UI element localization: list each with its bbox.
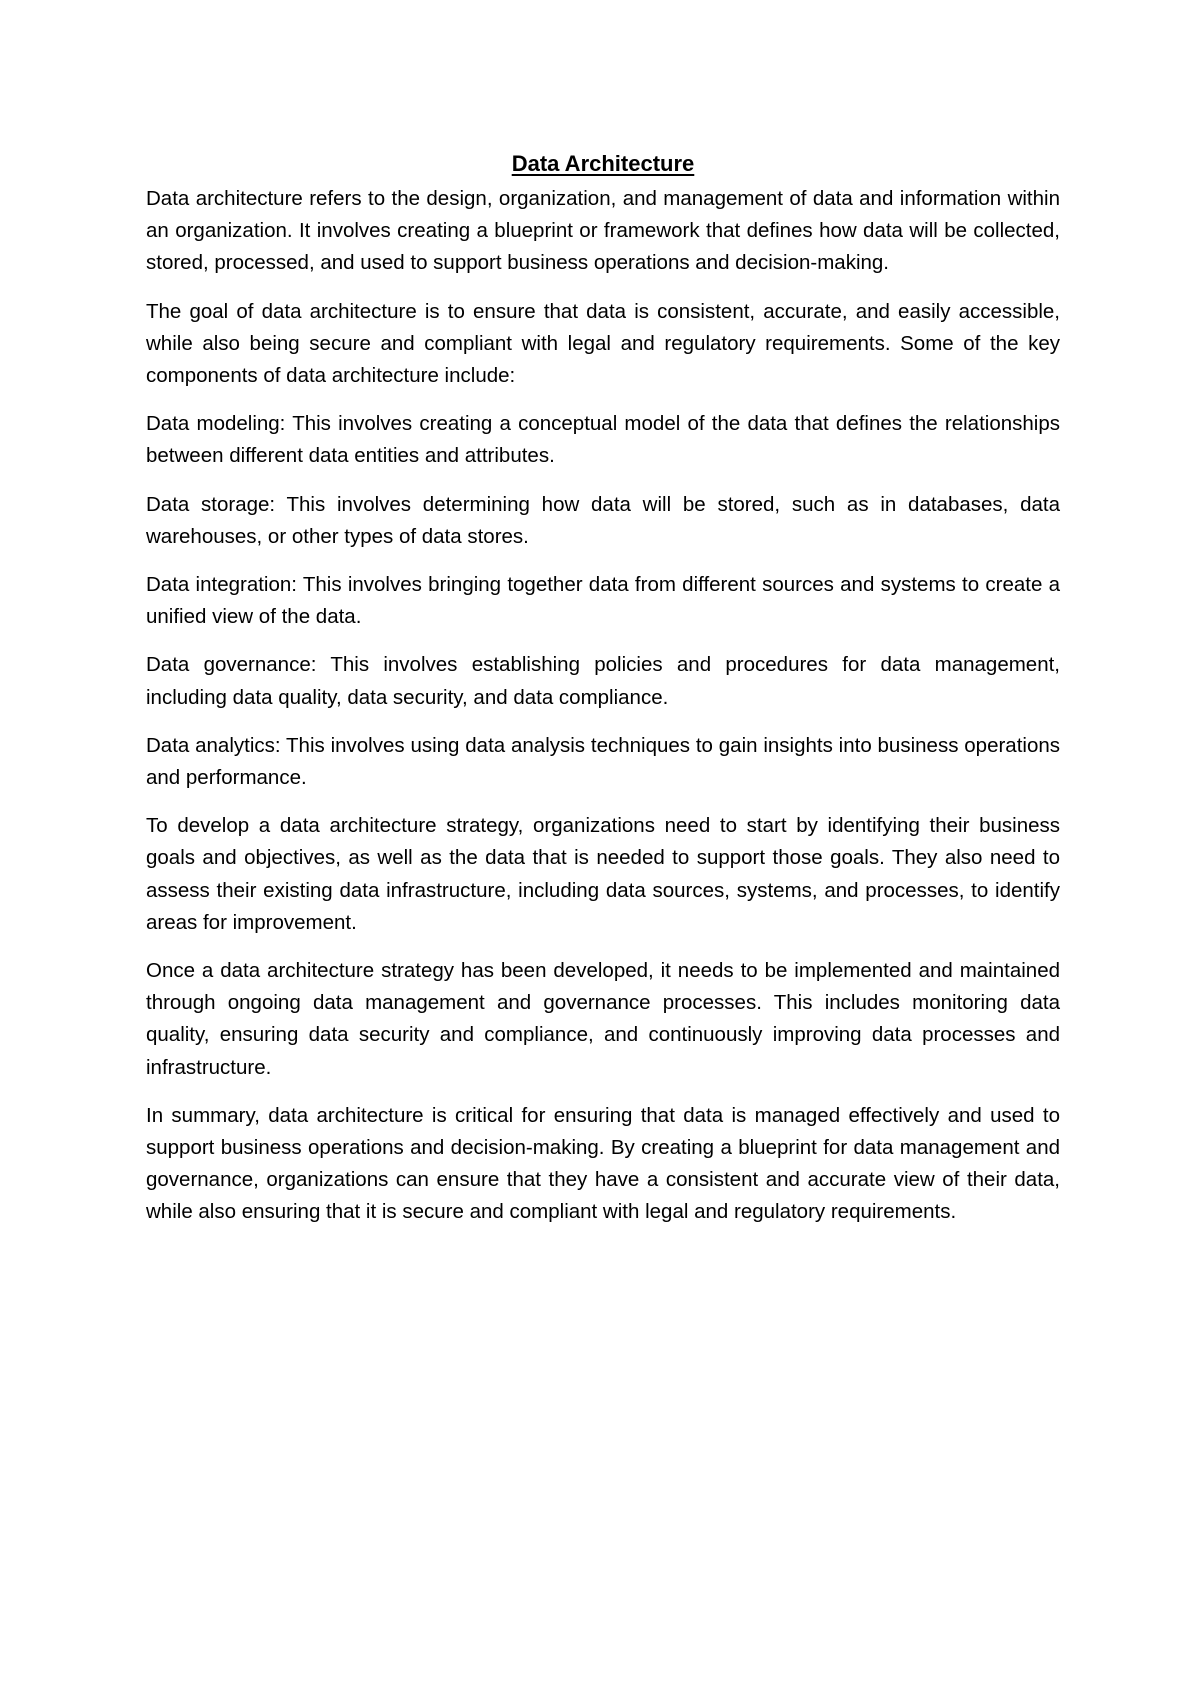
document-body	[146, 148, 1060, 1245]
paragraph-data-modeling: Data modeling: This involves creating a conceptual model of the data that defines the relationships between different data entities and attributes.	[146, 412, 1060, 468]
paragraph-data-analytics: Data analytics: This involves using data analysis techniques to gain insights into business operations and performance.	[146, 733, 1060, 790]
paragraph-implementation: Once a data architecture strategy has been developed, it needs to be implemented and maintained through ongoing data management and governance processes. This includes monitoring data quality, ensuring data security and compliance, and continuously improving data processes and infrastructure.	[146, 959, 1060, 1079]
paragraph-definition: Data architecture refers to the design, organization, and management of data and information within an organization. It involves creating a blueprint or framework that defines how data will be collected, stored, processed, and used to support business operations and decision-making.	[146, 187, 1060, 275]
document-title: Data Architecture	[511, 151, 695, 176]
paragraph-strategy: To develop a data architecture strategy, organizations need to start by identifying their business goals and objectives, as well as the data that is needed to support those goals. They also need to assess their existing data infrastructure, including data sources, systems, and processes, to identify areas for improvement.	[146, 814, 1060, 934]
paragraph-data-integration: Data integration: This involves bringing together data from different sources and systems to create a unified view of the data.	[146, 573, 1060, 629]
paragraph-summary: In summary, data architecture is critical for ensuring that data is managed effectively and used to support business operations and decision-making. By creating a blueprint for data management and governance, organizations can ensure that they have a consistent and accurate view of their data, while also ensuring that it is secure and compliant with legal and regulatory requirements.	[146, 1103, 1060, 1224]
paragraph-data-governance: Data governance: This involves establishing policies and procedures for data management, including data quality, data security, and data compliance.	[146, 653, 1060, 709]
paragraph-data-storage: Data storage: This involves determining how data will be stored, such as in databases, data warehouses, or other types of data stores.	[146, 492, 1060, 548]
paragraph-goal: The goal of data architecture is to ensure that data is consistent, accurate, and easily accessible, while also being secure and compliant with legal and regulatory requirements. Some of the key components of data architecture include:	[146, 299, 1060, 388]
